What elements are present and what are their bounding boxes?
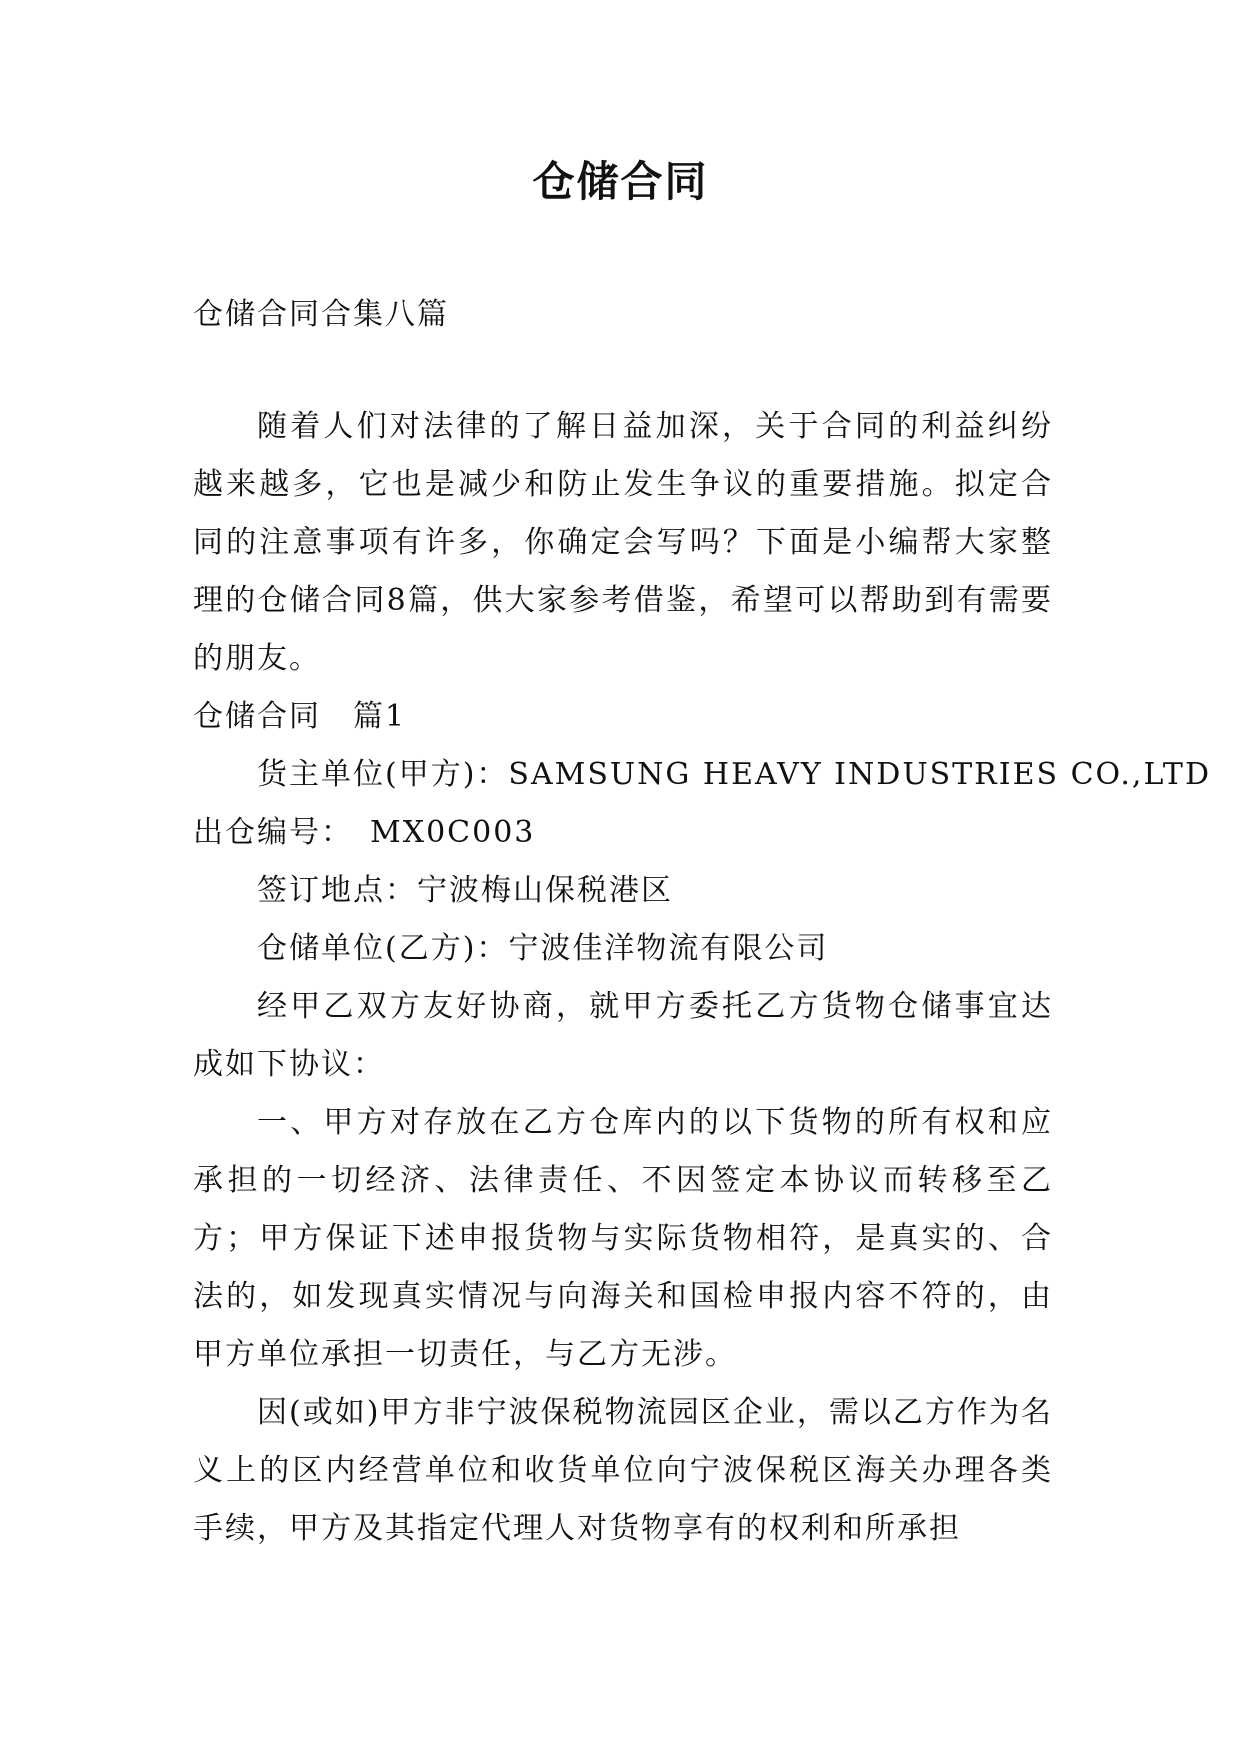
document-subtitle: 仓储合同合集八篇 [193, 297, 449, 332]
warehouse-party-line: 仓储单位(乙方)：宁波佳洋物流有限公司 [257, 931, 829, 966]
document-title: 仓储合同 [532, 157, 709, 206]
clause-1-paragraph: 一、甲方对存放在乙方仓库内的以下货物的所有权和应承担的一切经济、法律责任、不因签定本协议而转移至乙方；甲方保证下述申报货物与实际货物相符，是真实的、合法的，如发现真实情况与向海关和国检申报内容不符的，由甲方单位承担一切责任，与乙方无涉。 [193, 1105, 1053, 1372]
document-body [193, 286, 1211, 1558]
intro-paragraph: 随着人们对法律的了解日益加深，关于合同的利益纠纷越来越多，它也是减少和防止发生争议的重要措施。拟定合同的注意事项有许多，你确定会写吗？下面是小编帮大家整理的仓储合同8篇，供大家参考借鉴，希望可以帮助到有需要的朋友。 [193, 409, 1053, 676]
signing-place-line: 签订地点：宁波梅山保税港区 [257, 873, 673, 908]
outbound-number-line: 出仓编号： MX0C003 [193, 815, 536, 850]
agreement-intro-paragraph: 经甲乙双方友好协商，就甲方委托乙方货物仓储事宜达成如下协议： [193, 989, 1053, 1082]
section-heading: 仓储合同 篇1 [193, 699, 407, 734]
owner-party-line: 货主单位(甲方)：SAMSUNG HEAVY INDUSTRIES CO.,LTD [257, 757, 1211, 792]
spacer [193, 344, 1053, 398]
clause-2-paragraph: 因(或如)甲方非宁波保税物流园区企业，需以乙方作为名义上的区内经营单位和收货单位向宁波保税区海关办理各类手续，甲方及其指定代理人对货物享有的权利和所承担 [193, 1395, 1053, 1546]
